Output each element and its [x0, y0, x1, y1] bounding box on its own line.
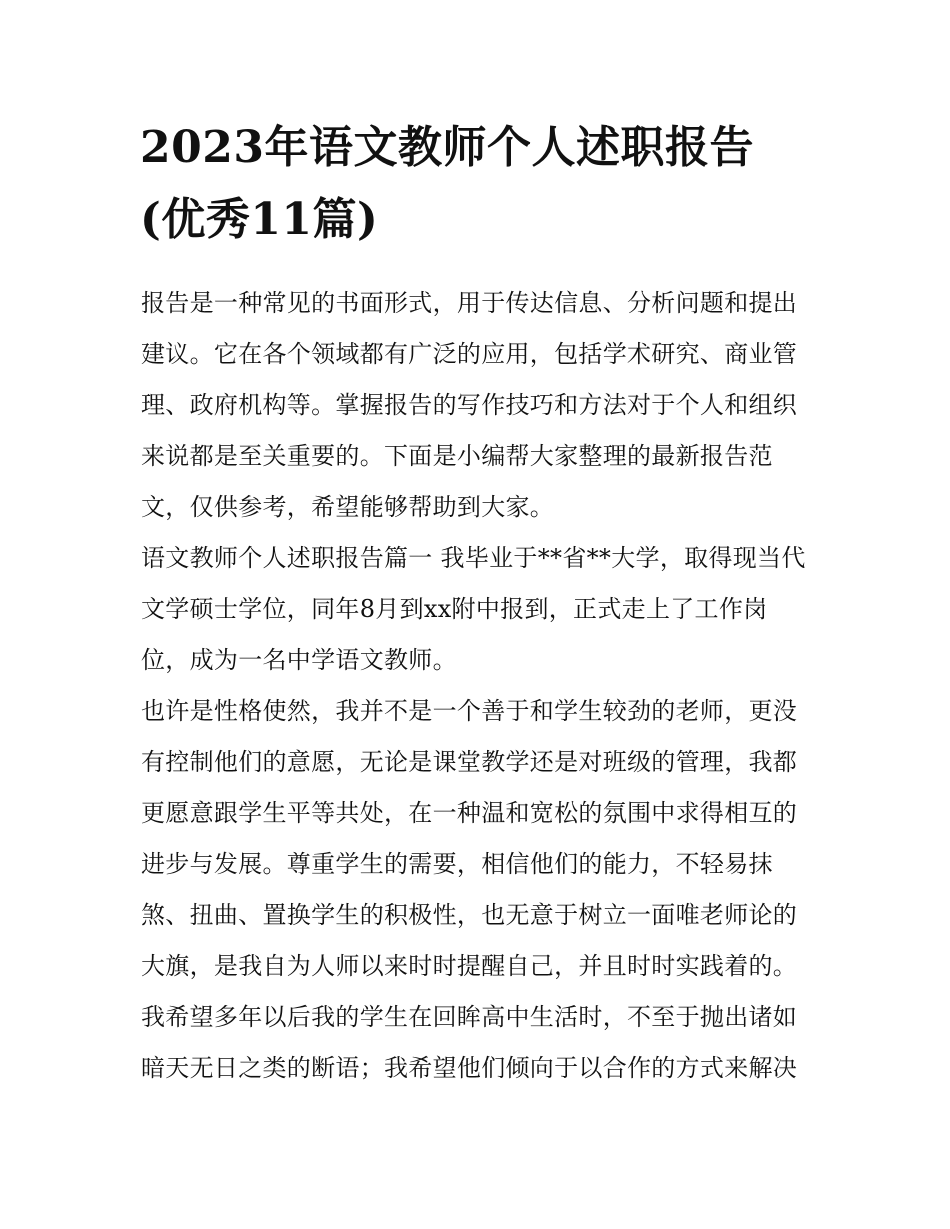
body-text-line: 大旗，是我自为人师以来时时提醒自己，并且时时实践着的。	[141, 952, 798, 980]
body-text-line: 文，仅供参考，希望能够帮助到大家。	[141, 493, 555, 521]
body-text-line: 建议。它在各个领域都有广泛的应用，包括学术研究、商业管	[141, 340, 798, 368]
body-text-line: 也许是性格使然，我并不是一个善于和学生较劲的老师，更没	[141, 697, 798, 725]
body-text-line: 进步与发展。尊重学生的需要，相信他们的能力，不轻易抹	[141, 850, 773, 878]
body-text-line: 语文教师个人述职报告篇一 我毕业于**省**大学，取得现当代	[141, 544, 806, 572]
body-text-line: 暗天无日之类的断语；我希望他们倾向于以合作的方式来解决	[141, 1054, 798, 1082]
body-text-line: 煞、扭曲、置换学生的积极性，也无意于树立一面唯老师论的	[141, 901, 798, 929]
body-text-line: 有控制他们的意愿，无论是课堂教学还是对班级的管理，我都	[141, 748, 798, 776]
body-text-line: 理、政府机构等。掌握报告的写作技巧和方法对于个人和组织	[141, 391, 798, 419]
body-text-line: 我希望多年以后我的学生在回眸高中生活时，不至于抛出诸如	[141, 1003, 798, 1031]
title-line: 2023年语文教师个人述职报告	[140, 122, 754, 173]
title-line: (优秀11篇)	[140, 194, 379, 245]
body-text-line: 来说都是至关重要的。下面是小编帮大家整理的最新报告范	[141, 442, 773, 470]
body-text-line: 位，成为一名中学语文教师。	[141, 646, 457, 674]
document-title	[140, 112, 820, 256]
body-text-line: 更愿意跟学生平等共处，在一种温和宽松的氛围中求得相互的	[141, 799, 798, 827]
document-body	[141, 278, 821, 1094]
body-text-line: 报告是一种常见的书面形式，用于传达信息、分析问题和提出	[141, 289, 798, 317]
body-text-line: 文学硕士学位，同年8月到xx附中报到，正式走上了工作岗	[141, 595, 768, 623]
